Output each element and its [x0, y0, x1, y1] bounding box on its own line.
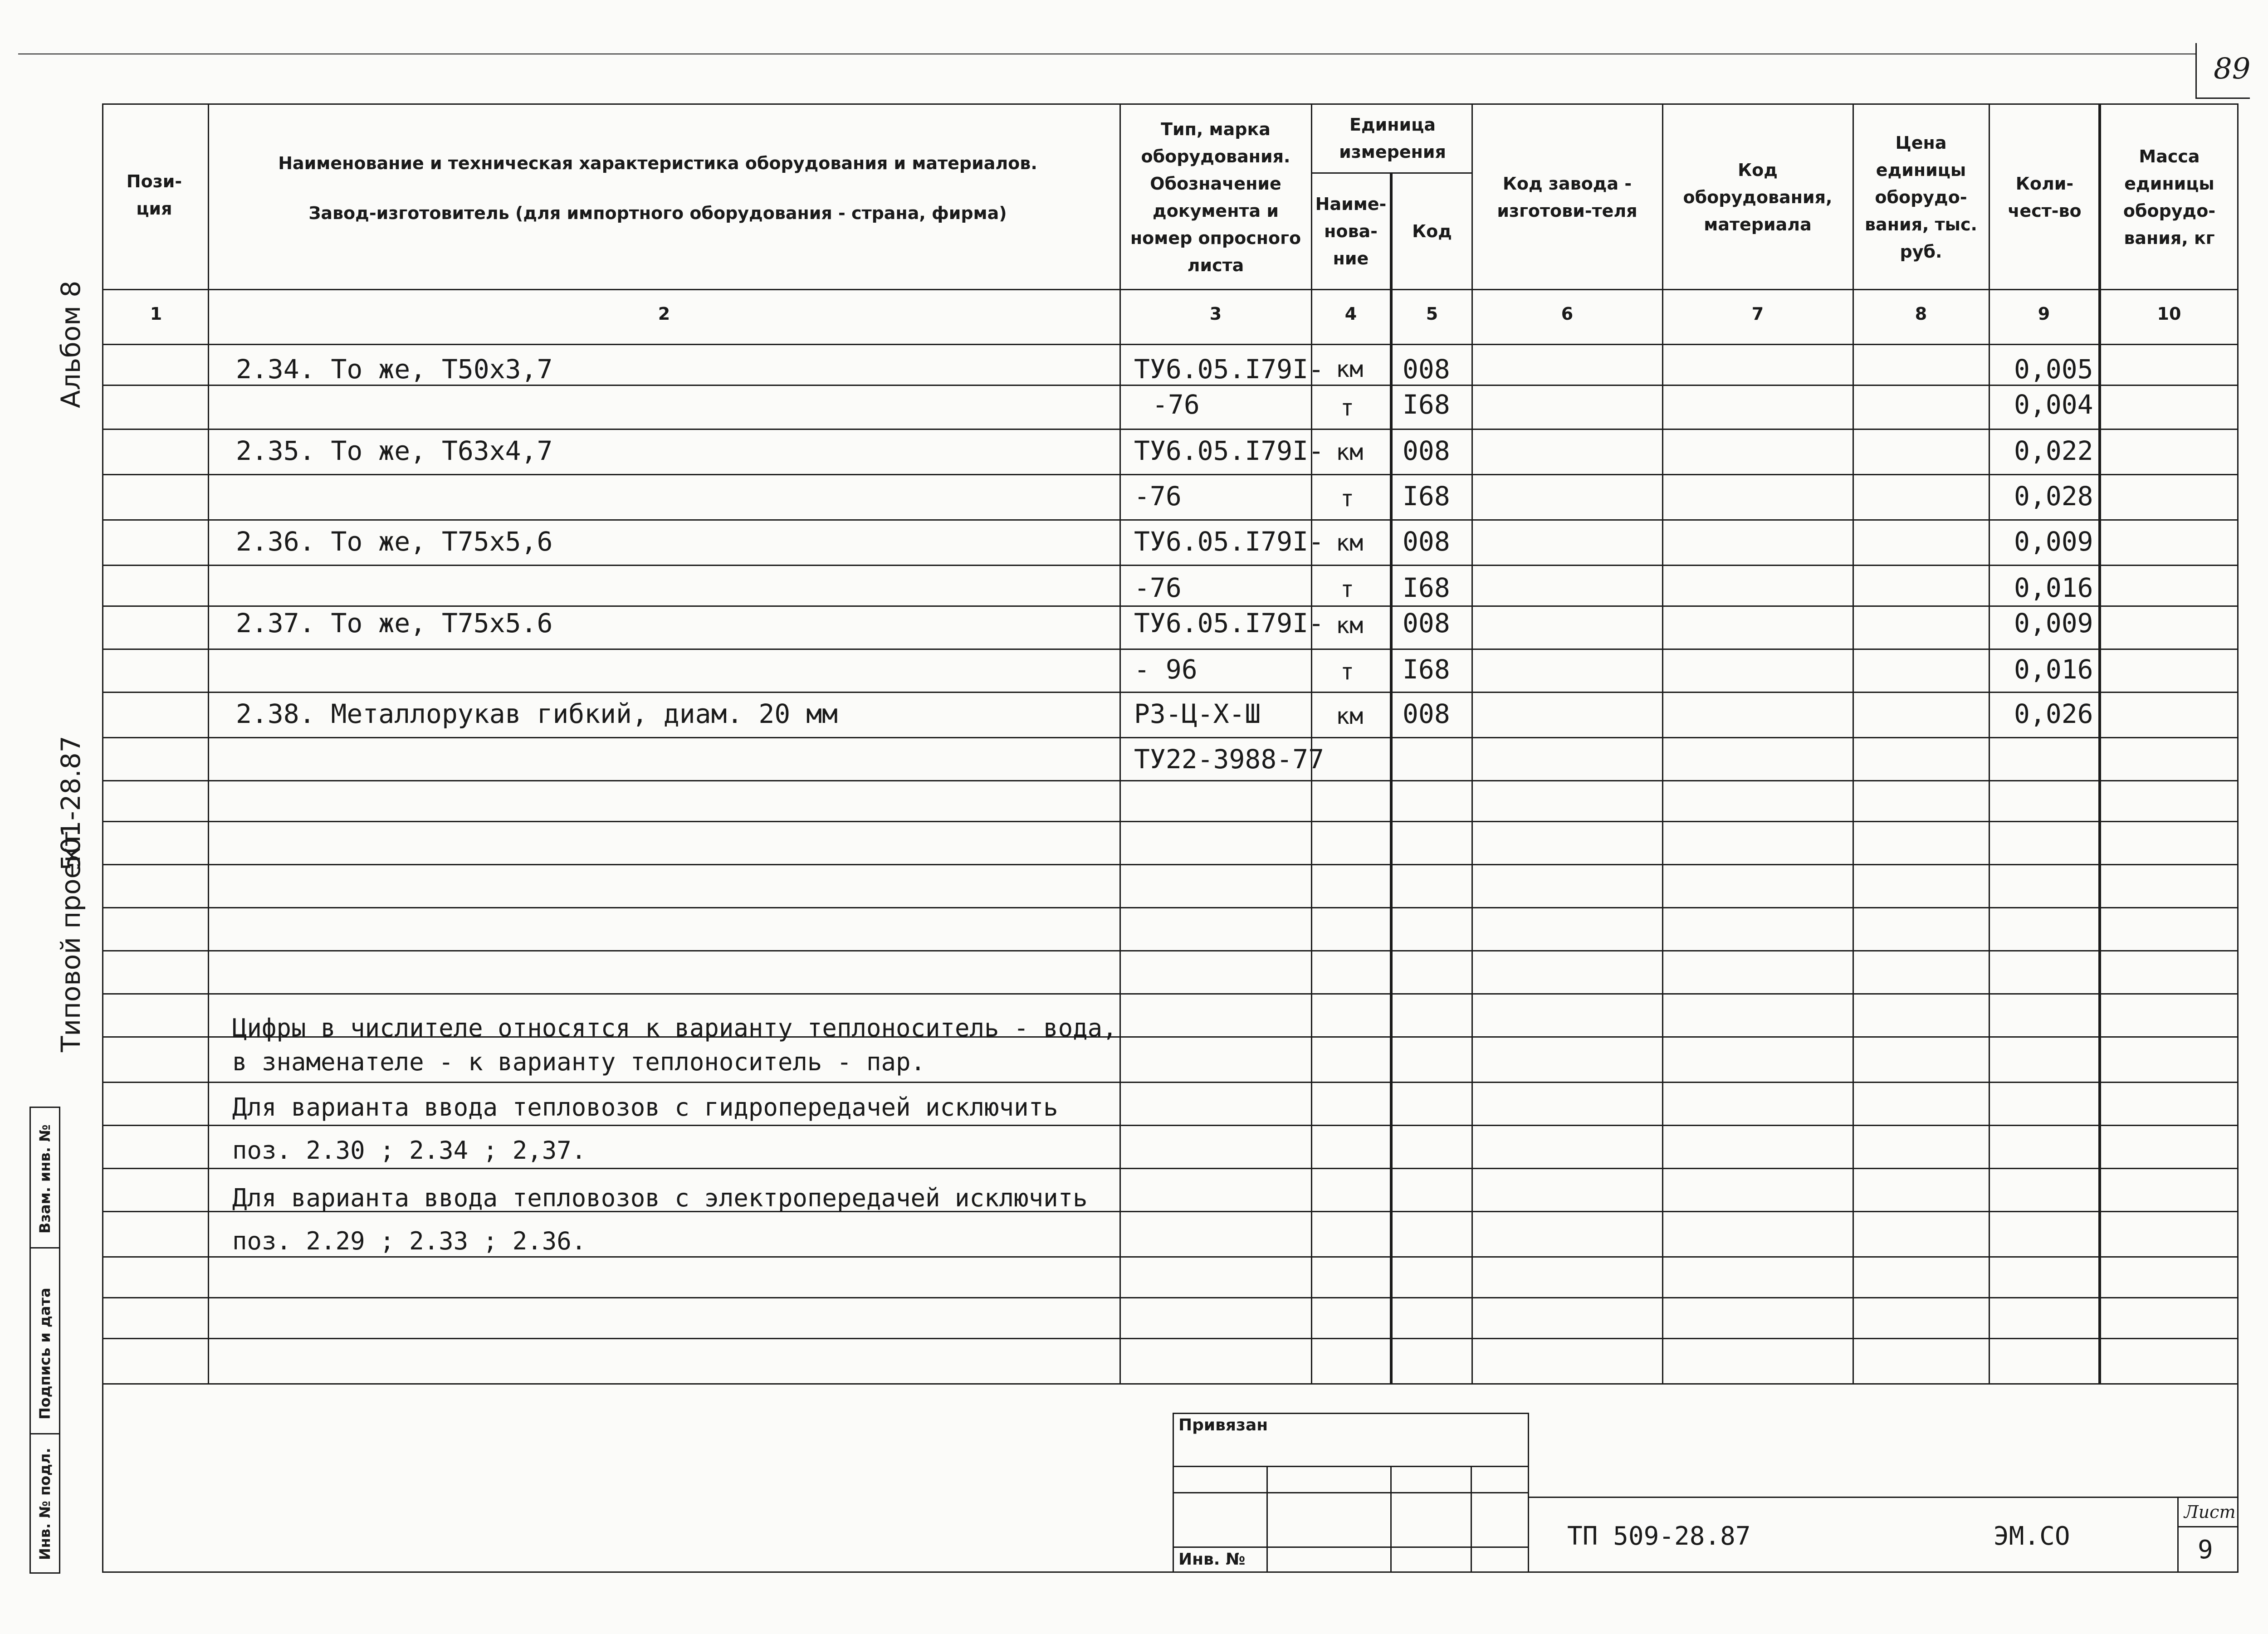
row-doc: -76: [1134, 481, 1182, 512]
row-doc: ТУ6.05.I79I-: [1134, 435, 1325, 466]
header-name-line2: Завод-изготовитель (для импортного оборудования - страна, фирма): [308, 203, 1007, 223]
row-code: 008: [1403, 354, 1450, 385]
row-unit: км: [1336, 530, 1364, 556]
column-number: 9: [2038, 304, 2050, 324]
row-unit: км: [1336, 356, 1364, 382]
row-unit: км: [1336, 439, 1364, 465]
column-number: 2: [658, 304, 670, 324]
row-unit: км: [1336, 703, 1364, 729]
sheet-number: 9: [2198, 1535, 2213, 1565]
row-qty: 0,026: [2014, 698, 2093, 729]
header-mass: Масса единицы оборудо-вания, кг: [2123, 146, 2216, 248]
row-code: I68: [1403, 654, 1450, 685]
note-line: в знаменателе - к варианту теплоноситель - пар.: [232, 1048, 926, 1076]
header-unit-name: Наиме-нова-ние: [1315, 194, 1387, 268]
row-name: 2.37. То же, Т75х5.6: [236, 608, 553, 639]
header-price: Цена единицы оборудо-вания, тыс. руб.: [1865, 133, 1977, 262]
row-code: I68: [1403, 481, 1450, 512]
bound-label: Привязан: [1178, 1416, 1268, 1434]
row-doc: - 96: [1134, 654, 1198, 685]
row-qty: 0,005: [2014, 354, 2093, 385]
column-number: 10: [2157, 304, 2181, 324]
row-unit: т: [1340, 395, 1354, 421]
sheet-label: Лист: [2184, 1502, 2236, 1522]
row-doc: ТУ6.05.I79I-: [1134, 608, 1325, 639]
column-number: 3: [1209, 304, 1222, 324]
row-qty: 0,016: [2014, 572, 2093, 603]
column-number: 8: [1915, 304, 1927, 324]
row-name: 2.34. То же, Т50х3,7: [236, 354, 553, 385]
column-number: 5: [1426, 304, 1438, 324]
note-line: Для варианта ввода тепловозов с электропередачей исключить: [232, 1184, 1088, 1212]
doc-code: ТП 509-28.87: [1567, 1522, 1751, 1551]
header-type: Тип, марка оборудования. Обозначение документа и номер опросного листа: [1130, 119, 1301, 275]
column-number: 7: [1751, 304, 1764, 324]
sheet-number-top: 89: [2214, 52, 2251, 86]
row-code: 008: [1403, 435, 1450, 466]
row-code: 008: [1403, 698, 1450, 729]
row-code: I68: [1403, 572, 1450, 603]
row-qty: 0,009: [2014, 608, 2093, 639]
row-qty: 0,016: [2014, 654, 2093, 685]
row-unit: т: [1340, 658, 1354, 685]
row-qty: 0,028: [2014, 481, 2093, 512]
row-doc: -76: [1152, 389, 1200, 420]
row-doc: РЗ-Ц-Х-Ш: [1134, 698, 1261, 729]
note-line: поз. 2.30 ; 2.34 ; 2,37.: [232, 1136, 587, 1165]
row-name: 2.38. Металлорукав гибкий, диам. 20 мм: [236, 698, 838, 729]
row-name: 2.35. То же, Т63х4,7: [236, 435, 553, 466]
row-unit: км: [1336, 612, 1364, 639]
note-line: Для варианта ввода тепловозов с гидропередачей исключить: [232, 1093, 1058, 1122]
stamp-signature-date: Подпись и дата: [36, 1288, 54, 1419]
stamp-inv-orig: Инв. № подл.: [36, 1448, 54, 1560]
row-code: 008: [1403, 526, 1450, 557]
side-project-code: 501-28.87: [55, 736, 86, 871]
row-doc: ТУ22-3988-77: [1134, 744, 1325, 775]
side-project-type: Типовой проект: [55, 831, 86, 1052]
header-unit: Единица измерения: [1339, 115, 1446, 162]
row-unit: т: [1340, 485, 1354, 512]
doc-suffix: ЭМ.СО: [1994, 1522, 2070, 1551]
header-equipment-code: Код оборудования, материала: [1683, 160, 1833, 234]
note-line: поз. 2.29 ; 2.33 ; 2.36.: [232, 1227, 587, 1255]
column-number: 6: [1561, 304, 1574, 324]
header-plant-code: Код завода - изготови-теля: [1497, 174, 1637, 221]
header-quantity: Коли-чест-во: [2008, 174, 2082, 221]
row-name: 2.36. То же, Т75х5,6: [236, 526, 553, 557]
row-qty: 0,022: [2014, 435, 2093, 466]
header-unit-code: Код: [1412, 221, 1452, 241]
side-album-label: Альбом 8: [55, 280, 86, 408]
row-unit: т: [1340, 576, 1354, 602]
inv-no-label: Инв. №: [1178, 1550, 1246, 1569]
stamp-inv-ref: Взам. инв. №: [36, 1124, 54, 1234]
row-doc: -76: [1134, 572, 1182, 603]
row-doc: ТУ6.05.I79I-: [1134, 526, 1325, 557]
row-code: I68: [1403, 389, 1450, 420]
row-qty: 0,009: [2014, 526, 2093, 557]
column-number: 4: [1344, 304, 1357, 324]
row-qty: 0,004: [2014, 389, 2093, 420]
header-name-line1: Наименование и техническая характеристика оборудования и материалов.: [278, 153, 1037, 173]
column-number: 1: [150, 304, 162, 324]
note-line: Цифры в числителе относятся к варианту теплоноситель - вода,: [232, 1014, 1117, 1042]
row-doc: ТУ6.05.I79I-: [1134, 354, 1325, 385]
header-position: Пози-ция: [126, 171, 182, 219]
row-code: 008: [1403, 608, 1450, 639]
